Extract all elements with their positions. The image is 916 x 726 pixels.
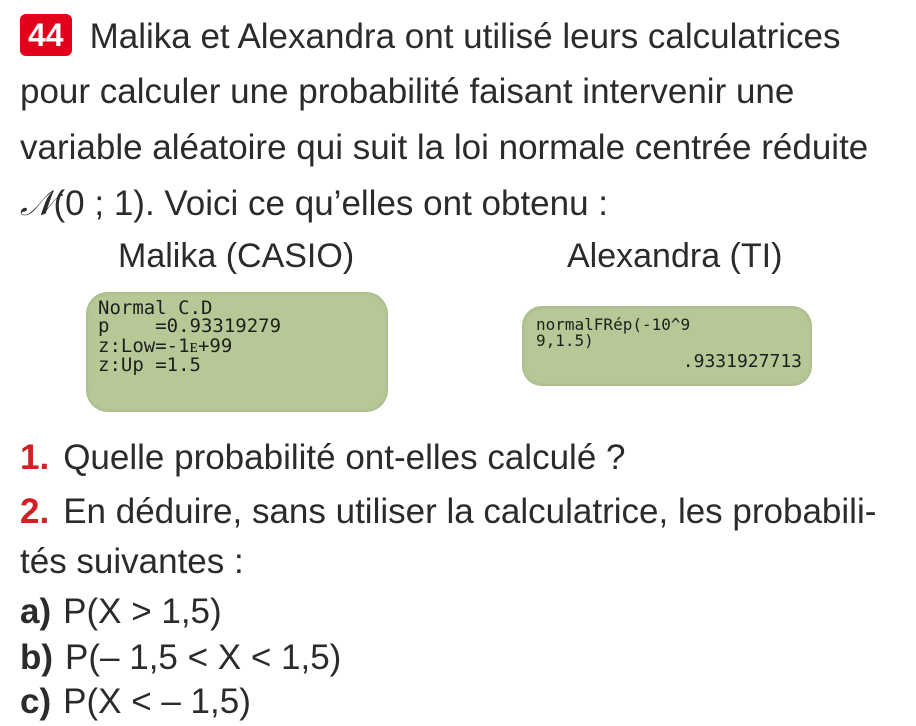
- ti-line-1: normalFRép(-10^9: [536, 315, 691, 334]
- casio-line-1: Normal C.D: [98, 297, 213, 319]
- casio-line-4: z:Up =1.5: [98, 354, 201, 376]
- question-2: [20, 490, 876, 534]
- ti-screen: [522, 306, 812, 386]
- caption-alexandra: Alexandra (TI): [567, 237, 783, 275]
- exercise-line-1: [20, 14, 841, 59]
- exercise-number-badge: 44: [20, 14, 72, 56]
- item-c-expression: P(X < – 1,5): [63, 682, 251, 721]
- intro-line-4: [20, 182, 608, 226]
- item-b-label: b): [20, 638, 54, 677]
- item-b-expression: P(– 1,5 < X < 1,5): [65, 638, 342, 677]
- item-a: [20, 590, 222, 634]
- normal-distribution-symbol: 𝒩: [20, 184, 54, 224]
- question-1-number: 1.: [20, 438, 50, 477]
- casio-line-2: p =0.93319279: [98, 315, 282, 337]
- question-2-text-1: En déduire, sans utiliser la calculatrice, les probabili-: [63, 492, 877, 531]
- intro-text-1: Malika et Alexandra ont utilisé leurs calculatrices: [89, 17, 841, 56]
- item-b: [20, 636, 341, 680]
- question-1-text: Quelle probabilité ont-elles calculé ?: [63, 438, 626, 477]
- question-1: [20, 436, 625, 480]
- question-2-text-2: tés suivantes :: [20, 542, 244, 581]
- item-c: [20, 680, 251, 724]
- intro-text-4: (0 ; 1). Voici ce qu’elles ont obtenu :: [53, 184, 609, 223]
- item-a-expression: P(X > 1,5): [63, 592, 222, 631]
- intro-text-3: variable aléatoire qui suit la loi normale centrée réduite: [20, 128, 869, 167]
- caption-malika: Malika (CASIO): [118, 237, 355, 275]
- casio-screen: [86, 292, 388, 412]
- question-2-number: 2.: [20, 492, 50, 531]
- intro-text-2: pour calculer une probabilité faisant intervenir une: [20, 72, 795, 111]
- item-c-label: c): [20, 682, 52, 721]
- ti-line-2: 9,1.5): [536, 331, 594, 350]
- item-a-label: a): [20, 592, 52, 631]
- casio-line-3: z:Low=-1ᴇ+99: [98, 335, 233, 357]
- ti-line-3: .9331927713: [682, 351, 802, 372]
